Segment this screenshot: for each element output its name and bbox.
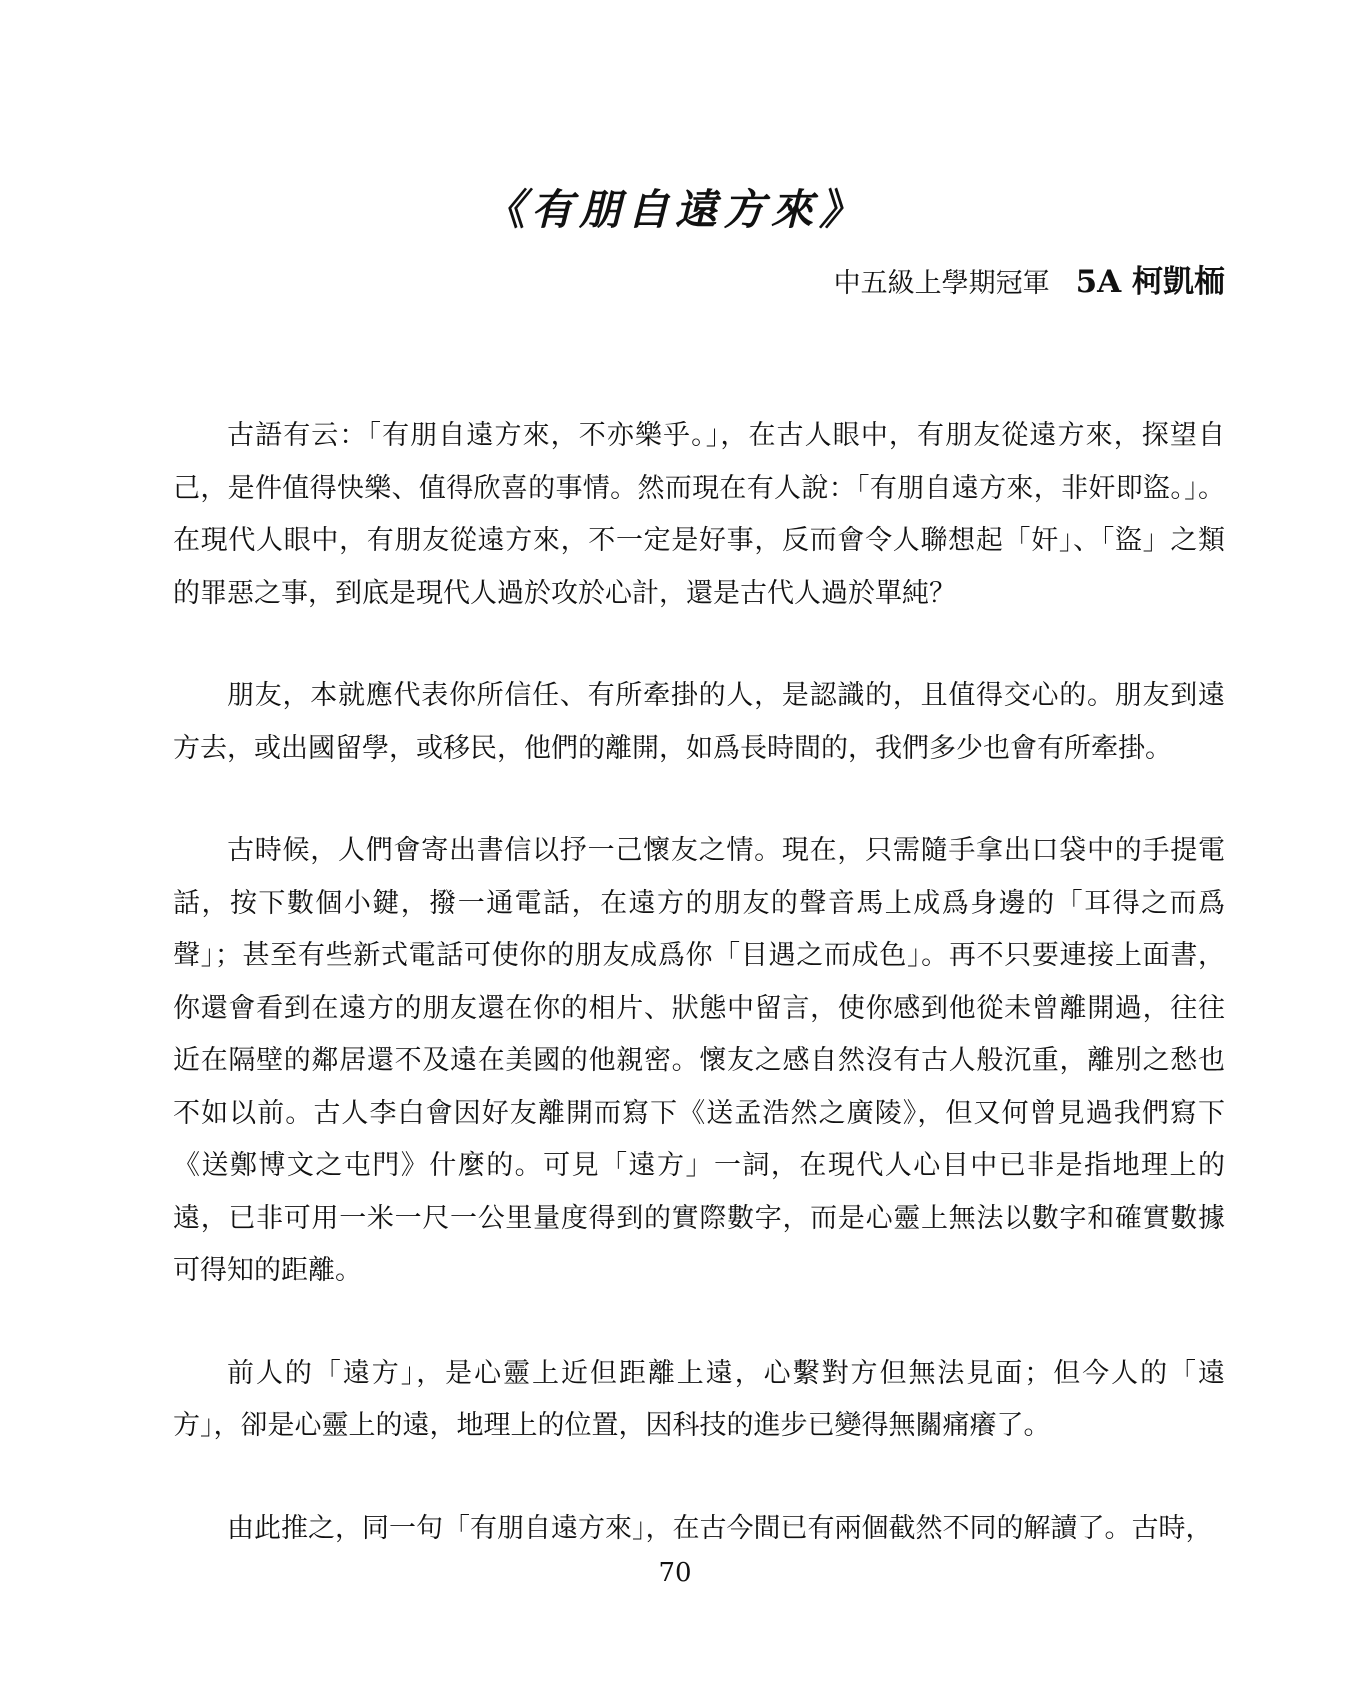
author-name: 5A 柯凱栭 <box>1075 264 1225 300</box>
paragraph: 古語有云：「有朋自遠方來，不亦樂乎。」，在古人眼中，有朋友從遠方來，探望自己，是件值得快樂、值得欣喜的事情。然而現在有人說：「有朋自遠方來，非奸即盜。」。在現代人眼中，有朋友從遠方來，不一定是好事，反而會令人聯想起「奸」、「盜」之類的罪惡之事，到底是現代人過於攻於心計，還是古代人過於單純？ <box>173 420 1225 609</box>
page-number: 70 <box>658 1558 692 1588</box>
paragraph: 古時候，人們會寄出書信以抒一己懷友之情。現在，只需隨手拿出口袋中的手提電話，按下數個小鍵，撥一通電話，在遠方的朋友的聲音馬上成爲身邊的「耳得之而爲聲」；甚至有些新式電話可使你的朋友成爲你「目遇之而成色」。再不只要連接上面書，你還會看到在遠方的朋友還在你的相片、狀態中留言，使你感到他從未曾離開過，往往近在隔壁的鄰居還不及遠在美國的他親密。懷友之感自然沒有古人般沉重，離別之愁也不如以前。古人李白會因好友離開而寫下《送孟浩然之廣陵》，但又何曾見過我們寫下《送鄭博文之屯門》什麼的。可見「遠方」一詞，在現代人心目中已非是指地理上的遠，已非可用一米一尺一公里量度得到的實際數字，而是心靈上無法以數字和確實數據可得知的距離。 <box>173 835 1225 1286</box>
paragraph: 由此推之，同一句「有朋自遠方來」，在古今間已有兩個截然不同的解讀了。古時， <box>227 1512 1213 1544</box>
byline <box>834 262 1225 304</box>
essay-title: 《有朋自遠方來》 <box>482 185 867 234</box>
essay-body <box>173 410 1225 1605</box>
award-label: 中五級上學期冠軍 <box>833 268 1050 299</box>
paragraph: 前人的「遠方」，是心靈上近但距離上遠，心繫對方但無法見面；但今人的「遠方」，卻是心靈上的遠，地理上的位置，因科技的進步已變得無關痛癢了。 <box>173 1357 1225 1441</box>
paragraph: 朋友，本就應代表你所信任、有所牽掛的人，是認識的，且值得交心的。朋友到遠方去，或出國留學，或移民，他們的離開，如爲長時間的，我們多少也會有所牽掛。 <box>173 680 1225 764</box>
